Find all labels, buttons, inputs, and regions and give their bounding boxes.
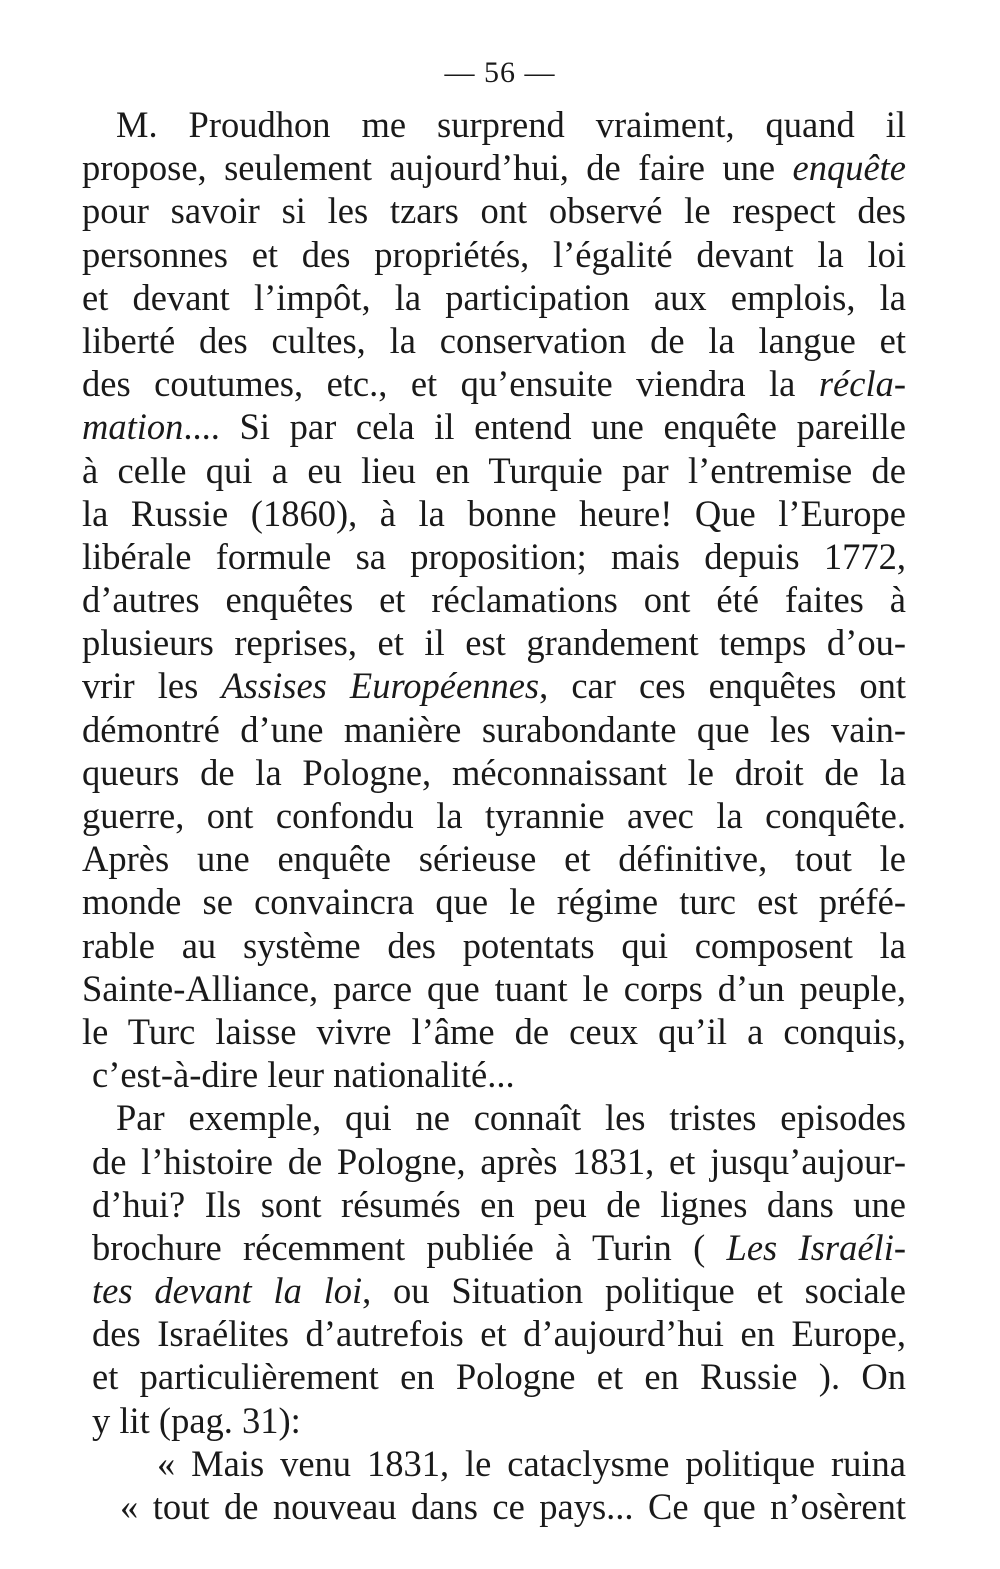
- text-segment: pour savoir si les tzars ont observé le respect des: [82, 190, 906, 232]
- text-line: [82, 708, 906, 751]
- text-line: [82, 1399, 906, 1442]
- italic-text: mation: [82, 406, 184, 448]
- text-segment: y lit (pag. 31):: [92, 1399, 301, 1441]
- text-segment: monde se convaincra que le régime turc est préfé-: [82, 881, 906, 923]
- text-line: [82, 189, 906, 232]
- text-line: [82, 1183, 906, 1226]
- text-segment: et devant l’impôt, la participation aux emplois, la: [82, 276, 906, 318]
- text-line: [82, 1010, 906, 1053]
- text-line: [82, 1096, 906, 1139]
- text-segment: personnes et des propriétés, l’égalité devant la loi: [82, 233, 906, 275]
- text-segment: libérale formule sa proposition; mais depuis 1772,: [82, 535, 906, 577]
- text-segment: rable au système des potentats qui composent la: [82, 924, 906, 966]
- text-line: [82, 837, 906, 880]
- text-segment: Après une enquête sérieuse et définitive, tout le: [82, 838, 906, 880]
- text-segment: « tout de nouveau dans ce pays... Ce que n’osèrent: [120, 1486, 906, 1527]
- italic-text: Les Israéli-: [726, 1226, 906, 1268]
- italic-text: enquête: [792, 147, 906, 189]
- text-segment: vrir les: [82, 665, 222, 707]
- text-line: [82, 1053, 906, 1096]
- text-line: [82, 1355, 906, 1398]
- text-line: [82, 449, 906, 492]
- text-line: [82, 146, 906, 189]
- text-segment: de l’histoire de Pologne, après 1831, et jusqu’aujour-: [92, 1140, 906, 1182]
- text-line: [82, 233, 906, 276]
- italic-text: Assises Européennes: [221, 665, 540, 707]
- text-segment: à celle qui a eu lieu en Turquie par l’entremise de: [82, 449, 906, 491]
- italic-text: récla-: [818, 363, 906, 405]
- text-segment: le Turc laisse vivre l’âme de ceux qu’il a conquis,: [82, 1010, 906, 1052]
- text-segment: d’autres enquêtes et réclamations ont été faites à: [82, 579, 906, 621]
- text-line: [82, 621, 906, 664]
- text-line: [82, 880, 906, 923]
- text-segment: liberté des cultes, la conservation de la langue et: [82, 319, 906, 361]
- text-segment: , ou Situation politique et sociale: [362, 1270, 906, 1312]
- text-line: [82, 492, 906, 535]
- page-number: — 56 —: [444, 56, 556, 89]
- text-segment: d’hui? Ils sont résumés en peu de lignes dans une: [92, 1183, 906, 1225]
- text-line: [82, 794, 906, 837]
- text-line: [82, 1485, 906, 1528]
- text-segment: la Russie (1860), à la bonne heure! Que l’Europe: [82, 492, 906, 534]
- text-segment: guerre, ont confondu la tyrannie avec la conquête.: [82, 795, 906, 836]
- text-segment: des Israélites d’autrefois et d’aujourd’hui en Europe,: [92, 1313, 906, 1355]
- text-segment: M. Proudhon me surprend vraiment, quand il: [116, 104, 906, 145]
- text-segment: Par exemple, qui ne connaît les tristes episodes: [116, 1097, 906, 1139]
- text-segment: brochure récemment publiée à Turin (: [92, 1226, 727, 1268]
- text-line: [82, 1312, 906, 1355]
- text-line: [82, 405, 906, 448]
- text-segment: plusieurs reprises, et il est grandement temps d’ou-: [82, 622, 906, 664]
- body-text: [82, 103, 906, 1528]
- text-line: [82, 967, 906, 1010]
- text-line: [82, 751, 906, 794]
- text-segment: « Mais venu 1831, le cataclysme politique ruina: [157, 1442, 906, 1484]
- italic-text: tes devant la loi: [92, 1270, 363, 1312]
- text-segment: .... Si par cela il entend une enquête pareille: [183, 406, 906, 448]
- text-segment: queurs de la Pologne, méconnaissant le droit de la: [82, 751, 906, 793]
- text-line: [82, 1442, 906, 1485]
- text-line: [82, 1269, 906, 1312]
- text-line: [82, 664, 906, 707]
- text-line: [82, 319, 906, 362]
- text-line: [82, 535, 906, 578]
- text-segment: c’est-à-dire leur nationalité...: [92, 1054, 515, 1096]
- text-line: [82, 362, 906, 405]
- text-line: [82, 1140, 906, 1183]
- text-segment: propose, seulement aujourd’hui, de faire une: [82, 147, 793, 189]
- text-segment: démontré d’une manière surabondante que les vain-: [82, 708, 906, 750]
- text-segment: et particulièrement en Pologne et en Russie ). On: [92, 1356, 906, 1398]
- text-segment: Sainte-Alliance, parce que tuant le corps d’un peuple,: [82, 967, 906, 1009]
- text-line: [82, 276, 906, 319]
- text-line: [82, 103, 906, 146]
- text-segment: , car ces enquêtes ont: [539, 665, 907, 707]
- text-segment: des coutumes, etc., et qu’ensuite viendra la: [82, 363, 819, 405]
- text-line: [82, 924, 906, 967]
- text-line: [82, 1226, 906, 1269]
- text-line: [82, 578, 906, 621]
